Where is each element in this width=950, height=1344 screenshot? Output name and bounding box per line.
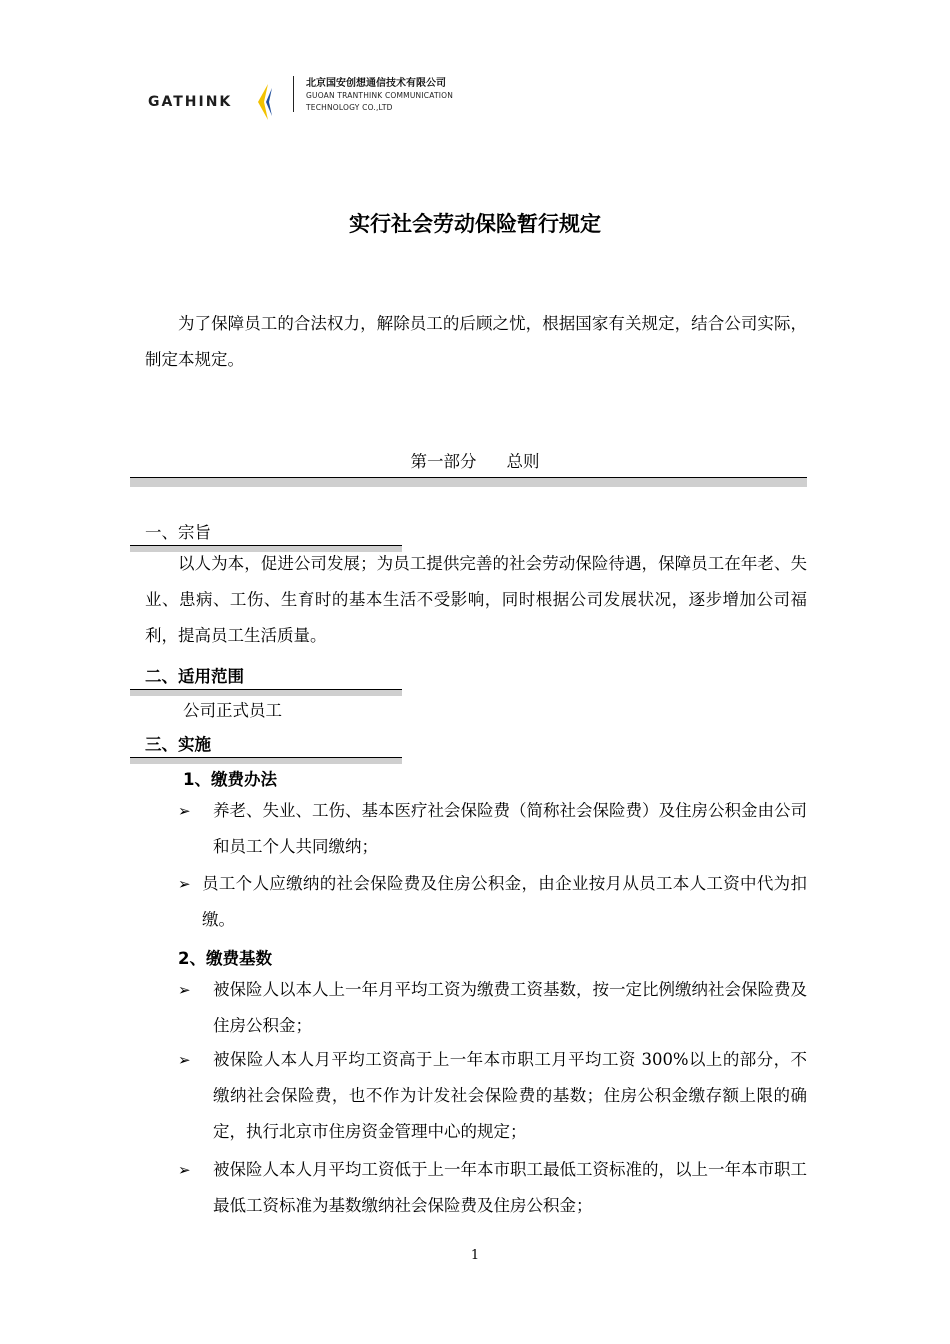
bullet-text: 养老、失业、工伤、基本医疗社会保险费（简称社会保险费）及住房公积金由公司和员工个人共同缴纳；: [213, 801, 807, 856]
list-item: [178, 1042, 807, 1150]
company-name-en-line2: TECHNOLOGY CO.,LTD: [306, 103, 393, 112]
section-3-underline: [130, 757, 402, 764]
section-2-underline: [130, 689, 402, 696]
company-logo: [148, 72, 468, 132]
subsection-1-heading: 1、缴费办法: [183, 770, 277, 789]
part-label: 第一部分: [410, 452, 477, 471]
logo-mark-icon: [256, 82, 274, 122]
logo-separator: [293, 76, 294, 112]
document-title: 实行社会劳动保险暂行规定: [349, 212, 601, 236]
bullet-text: 员工个人应缴纳的社会保险费及住房公积金，由企业按月从员工本人工资中代为扣缴。: [202, 874, 807, 929]
bullet-arrow-icon: ➢: [178, 1161, 191, 1179]
subsection-2-heading: 2、缴费基数: [178, 949, 272, 968]
list-item: [178, 866, 807, 938]
page-number: 1: [470, 1248, 480, 1263]
section-2-heading: 二、适用范围: [145, 667, 244, 686]
bullet-text: 被保险人以本人上一年月平均工资为缴费工资基数，按一定比例缴纳社会保险费及住房公积金；: [213, 980, 807, 1035]
company-name-en-line1: GUOAN TRANTHINK COMMUNICATION: [306, 91, 454, 100]
section-1-body: 以人为本，促进公司发展；为员工提供完善的社会劳动保险待遇，保障员工在年老、失业、患病、工伤、生育时的基本生活不受影响，同时根据公司发展状况，逐步增加公司福利，提高员工生活质量。: [145, 554, 807, 645]
section-2-body: 公司正式员工: [183, 701, 282, 720]
bullet-arrow-icon: ➢: [178, 981, 191, 999]
part-heading: [0, 448, 950, 472]
intro-paragraph: 为了保障员工的合法权力，解除员工的后顾之忧，根据国家有关规定，结合公司实际，制定本规定。: [145, 314, 807, 369]
bullet-arrow-icon: ➢: [178, 1051, 191, 1069]
logo-wordmark: GATHINK: [148, 94, 233, 110]
bullet-text: 被保险人本人月平均工资低于上一年本市职工最低工资标准的，以上一年本市职工最低工资标准为基数缴纳社会保险费及住房公积金；: [213, 1160, 807, 1215]
bullet-text: 被保险人本人月平均工资高于上一年本市职工月平均工资 300%以上的部分，不缴纳社会保险费，也不作为计发社会保险费的基数；住房公积金缴存额上限的确定，执行北京市住房资金管理中心的规定；: [213, 1050, 807, 1141]
section-1-heading: 一、宗旨: [145, 523, 211, 542]
bullet-arrow-icon: ➢: [178, 802, 191, 820]
bullet-arrow-icon: ➢: [178, 875, 191, 893]
list-item: [178, 1152, 807, 1224]
list-item: [178, 972, 807, 1044]
list-item: [178, 793, 807, 865]
part-name: 总则: [506, 452, 540, 471]
company-name-cn: 北京国安创想通信技术有限公司: [306, 78, 446, 89]
part-divider: [130, 477, 807, 487]
section-3-heading: 三、实施: [145, 735, 211, 754]
